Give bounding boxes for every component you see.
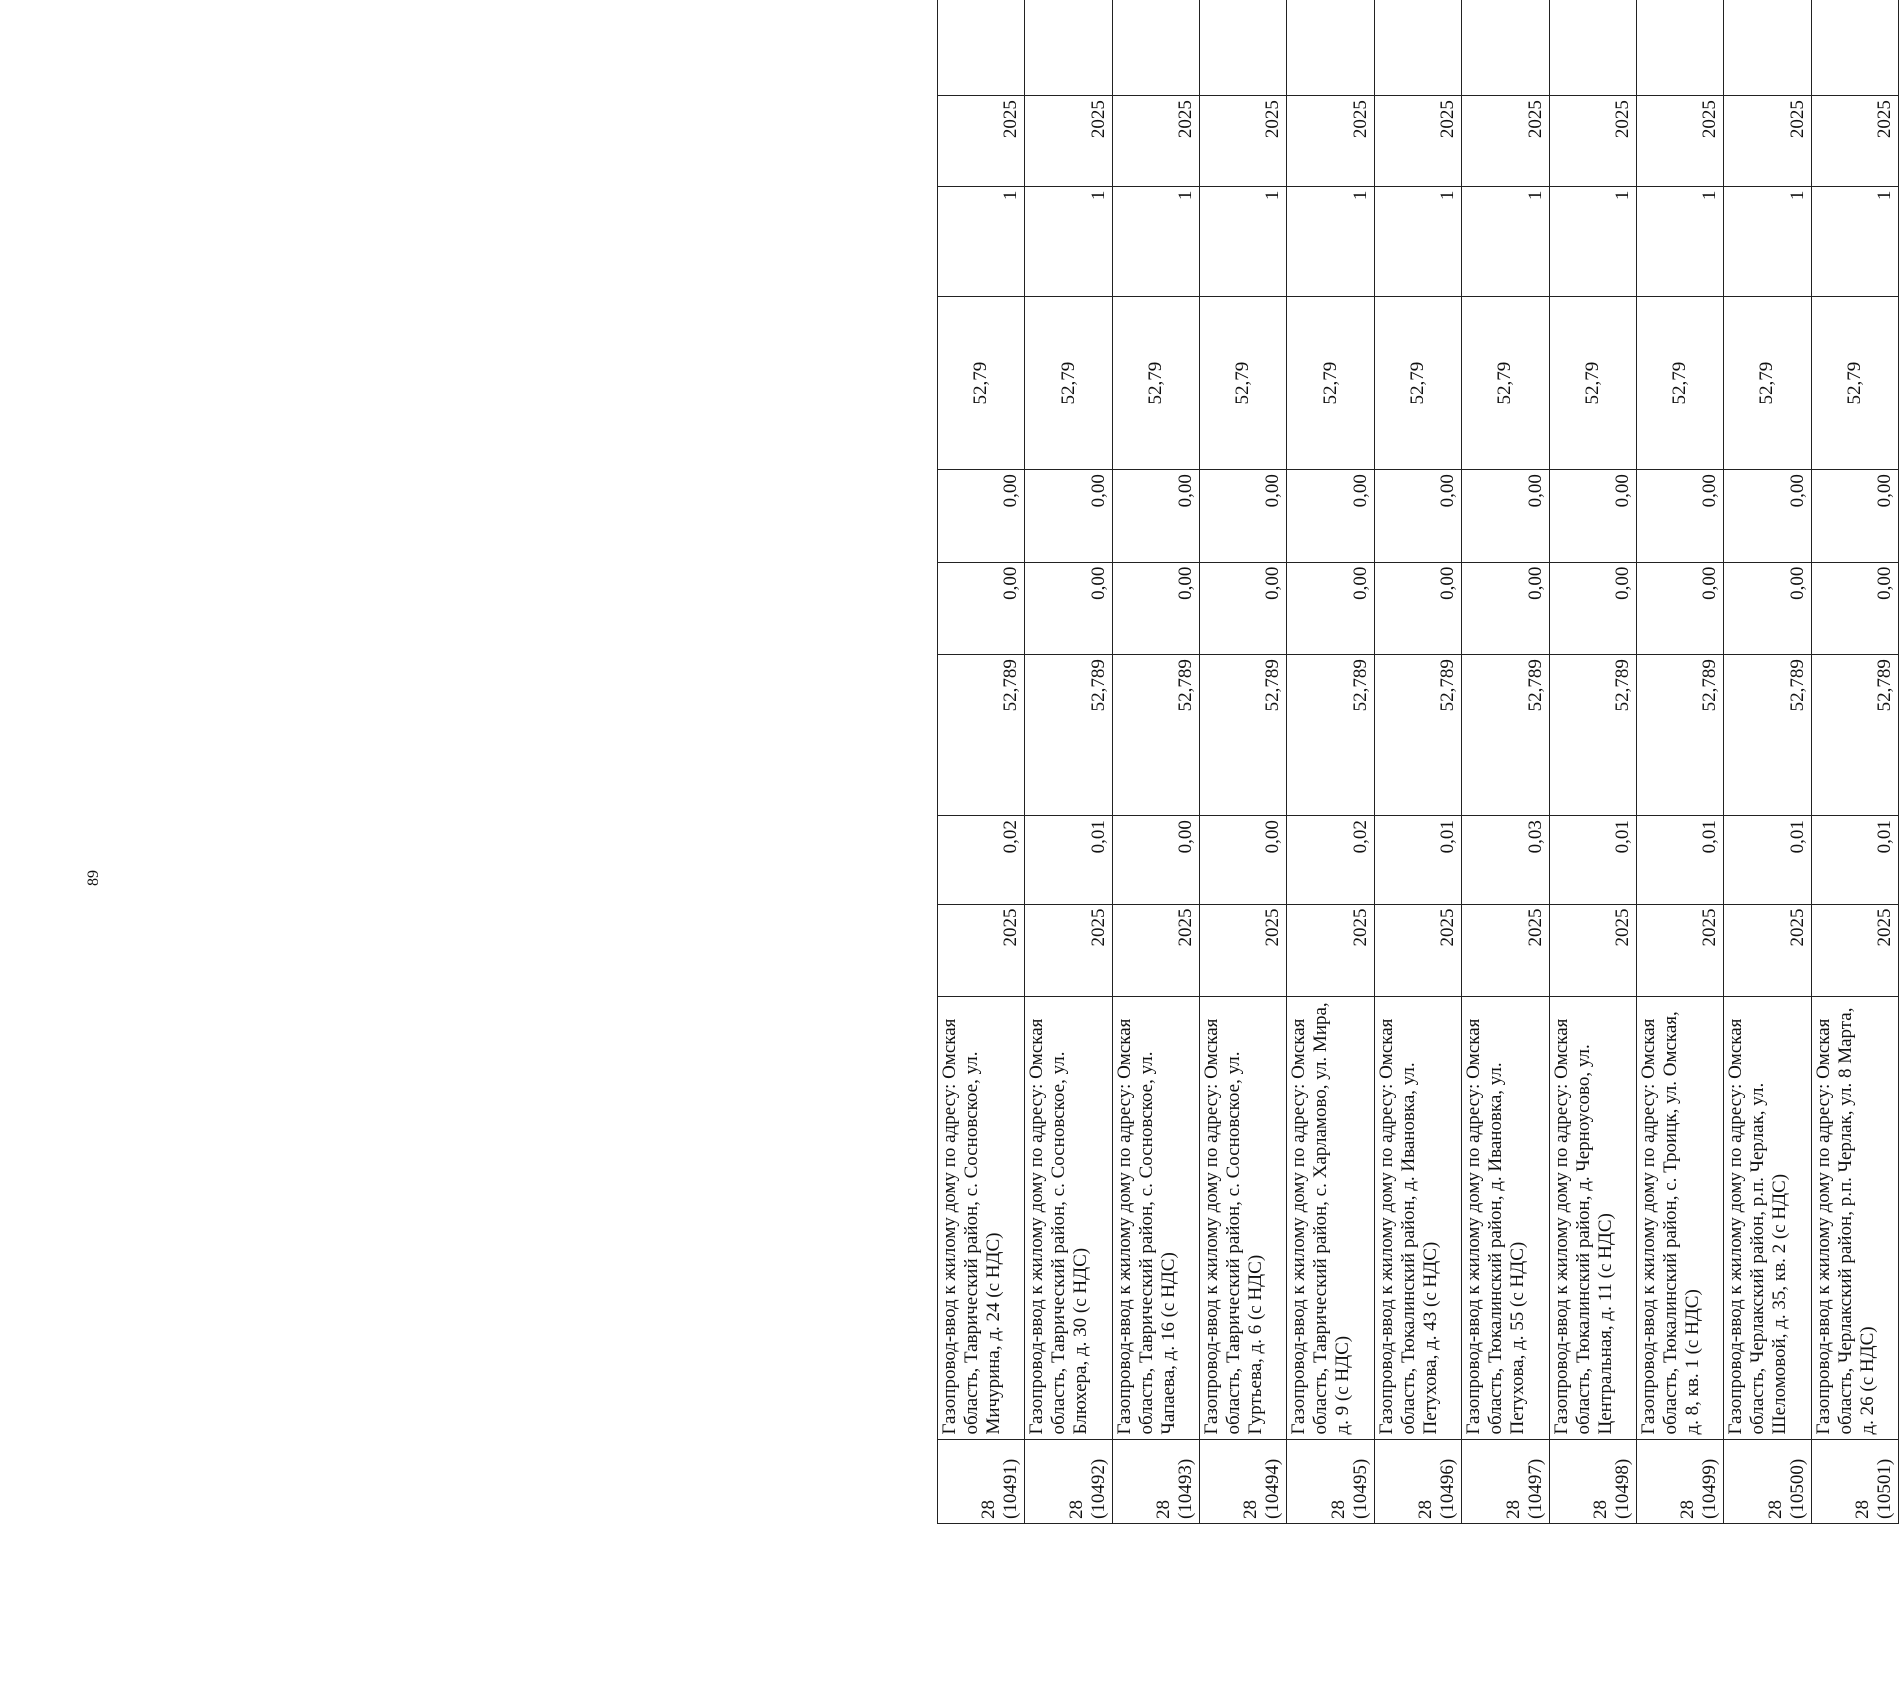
table-row (1724, 0, 1811, 1524)
value-6: 1 (1724, 186, 1811, 297)
year-end (1636, 0, 1723, 96)
value-1: 0,01 (1811, 816, 1898, 904)
value-2: 52,789 (1724, 655, 1811, 816)
value-4: 0,00 (938, 470, 1025, 563)
table-row (1636, 0, 1723, 1524)
row-number (1112, 1439, 1199, 1523)
value-4: 0,00 (1374, 470, 1461, 563)
value-5: 52,79 (1462, 297, 1549, 470)
value-6: 1 (1112, 186, 1199, 297)
table-row (1200, 0, 1287, 1524)
table-row (1549, 0, 1636, 1524)
year-cell: 2025 (938, 904, 1025, 997)
row-code: (10496) (1437, 1458, 1459, 1519)
value-4: 0,00 (1636, 470, 1723, 563)
row-code: (10499) (1699, 1458, 1721, 1519)
year-start: 2025 (1549, 96, 1636, 187)
year-cell: 2025 (1724, 904, 1811, 997)
value-1: 0,02 (938, 816, 1025, 904)
year-cell: 2025 (1374, 904, 1461, 997)
value-1: 0,01 (1636, 816, 1723, 904)
value-4: 0,00 (1462, 470, 1549, 563)
year-start: 2025 (1287, 96, 1374, 187)
value-3: 0,00 (1374, 562, 1461, 655)
value-1: 0,01 (1025, 816, 1112, 904)
row-number-main: 28 (1240, 1500, 1262, 1519)
table-row (1462, 0, 1549, 1524)
value-4: 0,00 (1811, 470, 1898, 563)
year-end (1374, 0, 1461, 96)
object-name: Газопровод-ввод к жилому дому по адресу: Омская область, Таврический район, с. Сосновское, ул. Чапаева, д. 16 (с НДС) (1112, 997, 1199, 1439)
value-3: 0,00 (1724, 562, 1811, 655)
value-4: 0,00 (1287, 470, 1374, 563)
value-5: 52,79 (1200, 297, 1287, 470)
value-4: 0,00 (1724, 470, 1811, 563)
year-start: 2025 (1374, 96, 1461, 187)
row-code: (10500) (1786, 1458, 1808, 1519)
value-6: 1 (1549, 186, 1636, 297)
year-start: 2025 (1636, 96, 1723, 187)
value-2: 52,789 (1374, 655, 1461, 816)
value-3: 0,00 (938, 562, 1025, 655)
table-row (1112, 0, 1199, 1524)
year-start: 2025 (1724, 96, 1811, 187)
object-name: Газопровод-ввод к жилому дому по адресу: Омская область, Тюкалинский район, д. Черноусово, ул. Центральная, д. 11 (с НДС) (1549, 997, 1636, 1439)
year-cell: 2025 (1811, 904, 1898, 997)
year-end (1549, 0, 1636, 96)
object-name: Газопровод-ввод к жилому дому по адресу: Омская область, Таврический район, с. Сосновское, ул. Блюхера, д. 30 (с НДС) (1025, 997, 1112, 1439)
year-cell: 2025 (1287, 904, 1374, 997)
value-1: 0,02 (1287, 816, 1374, 904)
row-number-main: 28 (1852, 1500, 1873, 1519)
value-4: 0,00 (1025, 470, 1112, 563)
row-number-main: 28 (1327, 1500, 1349, 1519)
table-row (1811, 0, 1898, 1524)
row-code: (10495) (1349, 1458, 1371, 1519)
row-number-main: 28 (1589, 1500, 1611, 1519)
value-1: 0,00 (1200, 816, 1287, 904)
object-name: Газопровод-ввод к жилому дому по адресу: Омская область, Тюкалинский район, д. Ивановка, ул. Петухова, д. 43 (с НДС) (1374, 997, 1461, 1439)
value-5: 52,79 (1112, 297, 1199, 470)
value-6: 1 (1636, 186, 1723, 297)
year-start: 2025 (1462, 96, 1549, 187)
value-3: 0,00 (1200, 562, 1287, 655)
object-name: Газопровод-ввод к жилому дому по адресу: Омская область, Тюкалинский район, д. Ивановка, ул. Петухова, д. 55 (с НДС) (1462, 997, 1549, 1439)
year-end (1724, 0, 1811, 96)
year-start: 2025 (938, 96, 1025, 187)
row-code: (10494) (1262, 1458, 1284, 1519)
year-start: 2025 (1025, 96, 1112, 187)
year-cell: 2025 (1549, 904, 1636, 997)
value-6: 1 (1811, 186, 1898, 297)
row-number (1200, 1439, 1287, 1523)
table-row (1287, 0, 1374, 1524)
value-2: 52,789 (1636, 655, 1723, 816)
value-6: 1 (938, 186, 1025, 297)
row-number (1025, 1439, 1112, 1523)
row-number (1549, 1439, 1636, 1523)
value-2: 52,789 (1112, 655, 1199, 816)
value-6: 1 (1287, 186, 1374, 297)
table-row (1374, 0, 1461, 1524)
row-code: (10497) (1524, 1458, 1546, 1519)
value-5: 52,79 (1025, 297, 1112, 470)
row-code: (10491) (1000, 1458, 1022, 1519)
year-cell: 2025 (1462, 904, 1549, 997)
object-name: Газопровод-ввод к жилому дому по адресу: Омская область, Тюкалинский район, с. Троицк, ул. Омская, д. 8, кв. 1 (с НДС) (1636, 997, 1723, 1439)
object-name: Газопровод-ввод к жилому дому по адресу: Омская область, Черлакский район, р.п. Черлак, ул. 8 Марта, д. 26 (с НДС) (1811, 997, 1898, 1439)
value-1: 0,01 (1724, 816, 1811, 904)
value-3: 0,00 (1549, 562, 1636, 655)
value-5: 52,79 (938, 297, 1025, 470)
value-5: 52,79 (1636, 297, 1723, 470)
row-code: (10493) (1175, 1458, 1197, 1519)
value-6: 1 (1200, 186, 1287, 297)
year-end (1025, 0, 1112, 96)
value-6: 1 (1462, 186, 1549, 297)
rotated-table-container (937, 0, 1899, 1524)
value-1: 0,01 (1374, 816, 1461, 904)
page-number: 89 (85, 870, 102, 886)
row-number-main: 28 (1764, 1500, 1786, 1519)
year-end (1112, 0, 1199, 96)
row-number (938, 1439, 1025, 1523)
value-2: 52,789 (1811, 655, 1898, 816)
year-end (1287, 0, 1374, 96)
year-end (1462, 0, 1549, 96)
value-6: 1 (1025, 186, 1112, 297)
value-5: 52,79 (1811, 297, 1898, 470)
row-number-main: 28 (1153, 1500, 1175, 1519)
row-code: (10498) (1611, 1458, 1633, 1519)
value-3: 0,00 (1462, 562, 1549, 655)
row-number (1287, 1439, 1374, 1523)
row-code: (10501) (1874, 1458, 1895, 1519)
year-start: 2025 (1112, 96, 1199, 187)
year-start: 2025 (1811, 96, 1898, 187)
object-name: Газопровод-ввод к жилому дому по адресу: Омская область, Таврический район, с. Сосновское, ул. Гуртьева, д. 6 (с НДС) (1200, 997, 1287, 1439)
value-1: 0,00 (1112, 816, 1199, 904)
value-2: 52,789 (1025, 655, 1112, 816)
row-number (1724, 1439, 1811, 1523)
row-number (1374, 1439, 1461, 1523)
value-5: 52,79 (1287, 297, 1374, 470)
year-cell: 2025 (1636, 904, 1723, 997)
year-cell: 2025 (1112, 904, 1199, 997)
row-number-main: 28 (1502, 1500, 1524, 1519)
year-cell: 2025 (1025, 904, 1112, 997)
value-5: 52,79 (1549, 297, 1636, 470)
value-3: 0,00 (1025, 562, 1112, 655)
row-number (1811, 1439, 1898, 1523)
value-5: 52,79 (1724, 297, 1811, 470)
value-5: 52,79 (1374, 297, 1461, 470)
value-2: 52,789 (1549, 655, 1636, 816)
row-number-main: 28 (1415, 1500, 1437, 1519)
value-2: 52,789 (1462, 655, 1549, 816)
value-4: 0,00 (1549, 470, 1636, 563)
value-4: 0,00 (1112, 470, 1199, 563)
year-end (938, 0, 1025, 96)
value-2: 52,789 (1287, 655, 1374, 816)
year-end (1811, 0, 1898, 96)
value-3: 0,00 (1811, 562, 1898, 655)
row-number (1636, 1439, 1723, 1523)
value-1: 0,03 (1462, 816, 1549, 904)
row-number (1462, 1439, 1549, 1523)
object-name: Газопровод-ввод к жилому дому по адресу: Омская область, Черлакский район, р.п. Черлак, ул. Шеломовой, д. 35, кв. 2 (с НДС) (1724, 997, 1811, 1439)
year-end (1200, 0, 1287, 96)
value-3: 0,00 (1112, 562, 1199, 655)
value-2: 52,789 (1200, 655, 1287, 816)
value-3: 0,00 (1636, 562, 1723, 655)
row-number-main: 28 (1065, 1500, 1087, 1519)
row-code: (10492) (1087, 1458, 1109, 1519)
object-name: Газопровод-ввод к жилому дому по адресу: Омская область, Таврический район, с. Харламово, ул. Мира, д. 9 (с НДС) (1287, 997, 1374, 1439)
objects-table (937, 0, 1899, 1524)
table-row (1025, 0, 1112, 1524)
table-row (938, 0, 1025, 1524)
value-1: 0,01 (1549, 816, 1636, 904)
object-name: Газопровод-ввод к жилому дому по адресу: Омская область, Таврический район, с. Сосновское, ул. Мичурина, д. 24 (с НДС) (938, 997, 1025, 1439)
table-body (938, 0, 1899, 1524)
row-number-main: 28 (1677, 1500, 1699, 1519)
value-2: 52,789 (938, 655, 1025, 816)
year-cell: 2025 (1200, 904, 1287, 997)
value-6: 1 (1374, 186, 1461, 297)
value-4: 0,00 (1200, 470, 1287, 563)
year-start: 2025 (1200, 96, 1287, 187)
value-3: 0,00 (1287, 562, 1374, 655)
row-number-main: 28 (978, 1500, 1000, 1519)
